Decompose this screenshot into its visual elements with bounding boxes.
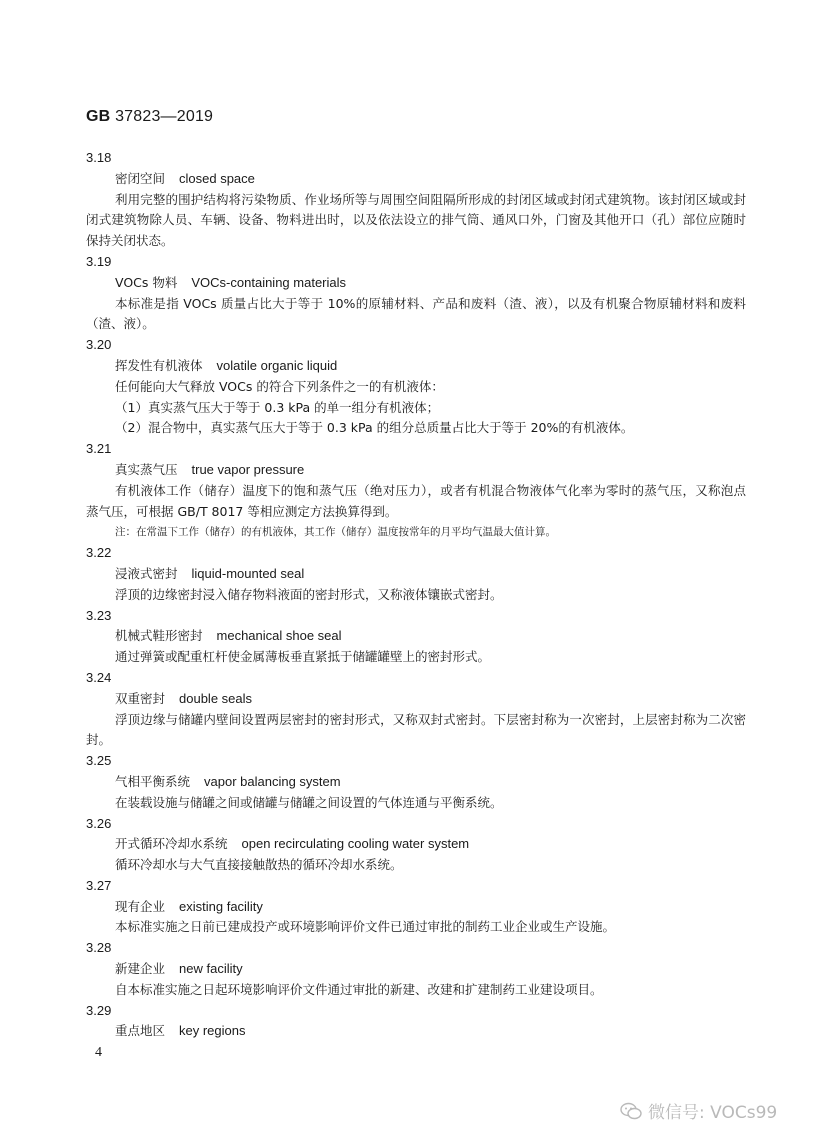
term-english: VOCs-containing materials <box>191 274 347 290</box>
definition-entry <box>86 335 746 439</box>
definition-entry <box>86 751 746 813</box>
term-line <box>86 564 746 585</box>
definition-text: 循环冷却水与大气直接接触散热的循环冷却水系统。 <box>115 857 403 873</box>
standard-number: 37823—2019 <box>115 108 214 125</box>
term-chinese: 密闭空间 <box>115 170 166 186</box>
term-english: existing facility <box>179 898 263 914</box>
definition-text: 自本标准实施之日起环境影响评价文件通过审批的新建、改建和扩建制药工业建设项目。 <box>115 981 603 997</box>
definition-entry <box>86 543 746 605</box>
definition-text: （2）混合物中，真实蒸气压大于等于 0.3 kPa 的组分总质量占比大于等于 20%的有机液体。 <box>115 420 634 436</box>
term-chinese: 浸液式密封 <box>115 565 178 581</box>
definition-entry <box>86 876 746 938</box>
term-line <box>86 169 746 190</box>
note-text: 注：在常温下工作（储存）的有机液体，其工作（储存）温度按常年的月平均气温最大值计算。 <box>115 526 556 539</box>
standard-code: GB <box>86 108 111 125</box>
term-chinese: 新建企业 <box>115 961 166 977</box>
term-line <box>86 689 746 710</box>
term-line <box>86 1021 746 1042</box>
definition-entry <box>86 252 746 335</box>
term-chinese: 真实蒸气压 <box>115 461 178 477</box>
clause-number: 3.19 <box>86 253 112 269</box>
definition-entry <box>86 938 746 1000</box>
definition-entry <box>86 668 746 751</box>
term-chinese: 机械式鞋形密封 <box>115 628 203 644</box>
term-line <box>86 356 746 377</box>
definition-text: 利用完整的围护结构将污染物质、作业场所等与周围空间阻隔所形成的封闭区域或封闭式建筑物。该封闭区域或封闭式建筑物除人员、车辆、设备、物料进出时，以及依法设立的排气筒、通风口外，门窗及其他开口（孔）部位应随时保持关闭状态。 <box>86 191 746 249</box>
clause-number: 3.29 <box>86 1002 112 1018</box>
definition-text: 浮顶的边缘密封浸入储存物料液面的密封形式，又称液体镶嵌式密封。 <box>115 586 503 602</box>
term-english: vapor balancing system <box>204 773 341 789</box>
clause-number: 3.27 <box>86 877 112 893</box>
watermark-text: 微信号: VOCs99 <box>648 1103 778 1123</box>
term-english: true vapor pressure <box>191 461 305 477</box>
definition-entry <box>86 148 746 252</box>
definition-text: 本标准实施之日前已建成投产或环境影响评价文件已通过审批的制药工业企业或生产设施。 <box>115 919 616 935</box>
wechat-icon <box>620 1102 642 1120</box>
term-line <box>86 772 746 793</box>
term-chinese: VOCs 物料 <box>115 274 178 290</box>
definition-entry <box>86 1001 746 1043</box>
clause-number: 3.18 <box>86 150 112 165</box>
term-english: volatile organic liquid <box>216 357 338 373</box>
definition-text: 任何能向大气释放 VOCs 的符合下列条件之一的有机液体： <box>115 378 444 394</box>
definition-entry <box>86 606 746 668</box>
definition-text: 有机液体工作（储存）温度下的饱和蒸气压（绝对压力），或者有机混合物液体气化率为零时的蒸气压，又称泡点蒸气压，可根据 GB/T 8017 等相应测定方法换算得到。 <box>86 482 746 519</box>
definition-text: 在装载设施与储罐之间或储罐与储罐之间设置的气体连通与平衡系统。 <box>115 794 503 810</box>
term-english: new facility <box>179 961 243 977</box>
clause-number: 3.26 <box>86 815 112 831</box>
term-chinese: 气相平衡系统 <box>115 773 191 789</box>
term-chinese: 重点地区 <box>115 1023 166 1039</box>
term-chinese: 挥发性有机液体 <box>115 357 203 373</box>
page-number: 4 <box>95 1045 102 1060</box>
definition-entry <box>86 439 746 543</box>
clause-number: 3.20 <box>86 337 112 353</box>
clause-number: 3.21 <box>86 441 112 457</box>
term-line <box>86 460 746 481</box>
term-chinese: 开式循环冷却水系统 <box>115 836 228 852</box>
definition-text: 浮顶边缘与储罐内壁间设置两层密封的密封形式，又称双封式密封。下层密封称为一次密封，上层密封称为二次密封。 <box>86 711 746 748</box>
document-header <box>86 108 213 126</box>
definitions-list <box>86 148 746 1042</box>
term-line <box>86 273 746 294</box>
term-line <box>86 626 746 647</box>
clause-number: 3.23 <box>86 607 112 623</box>
term-line <box>86 897 746 918</box>
clause-number: 3.24 <box>86 669 112 685</box>
term-english: double seals <box>179 690 253 706</box>
clause-number: 3.22 <box>86 545 112 561</box>
definition-text: 本标准是指 VOCs 质量占比大于等于 10%的原辅材料、产品和废料（渣、液），以及有机聚合物原辅材料和废料（渣、液）。 <box>86 295 746 332</box>
definition-text: 通过弹簧或配重杠杆使金属薄板垂直紧抵于储罐罐壁上的密封形式。 <box>115 649 491 665</box>
watermark <box>620 1098 777 1123</box>
term-english: mechanical shoe seal <box>216 628 342 644</box>
term-english: liquid-mounted seal <box>191 565 305 581</box>
term-english: open recirculating cooling water system <box>241 836 470 852</box>
definition-text: （1）真实蒸气压大于等于 0.3 kPa 的单一组分有机液体； <box>115 399 440 415</box>
definition-entry <box>86 814 746 876</box>
clause-number: 3.28 <box>86 940 112 956</box>
term-chinese: 现有企业 <box>115 898 166 914</box>
term-line <box>86 834 746 855</box>
term-english: closed space <box>179 170 255 186</box>
term-line <box>86 959 746 980</box>
term-chinese: 双重密封 <box>115 690 166 706</box>
term-english: key regions <box>179 1023 246 1039</box>
clause-number: 3.25 <box>86 753 112 769</box>
